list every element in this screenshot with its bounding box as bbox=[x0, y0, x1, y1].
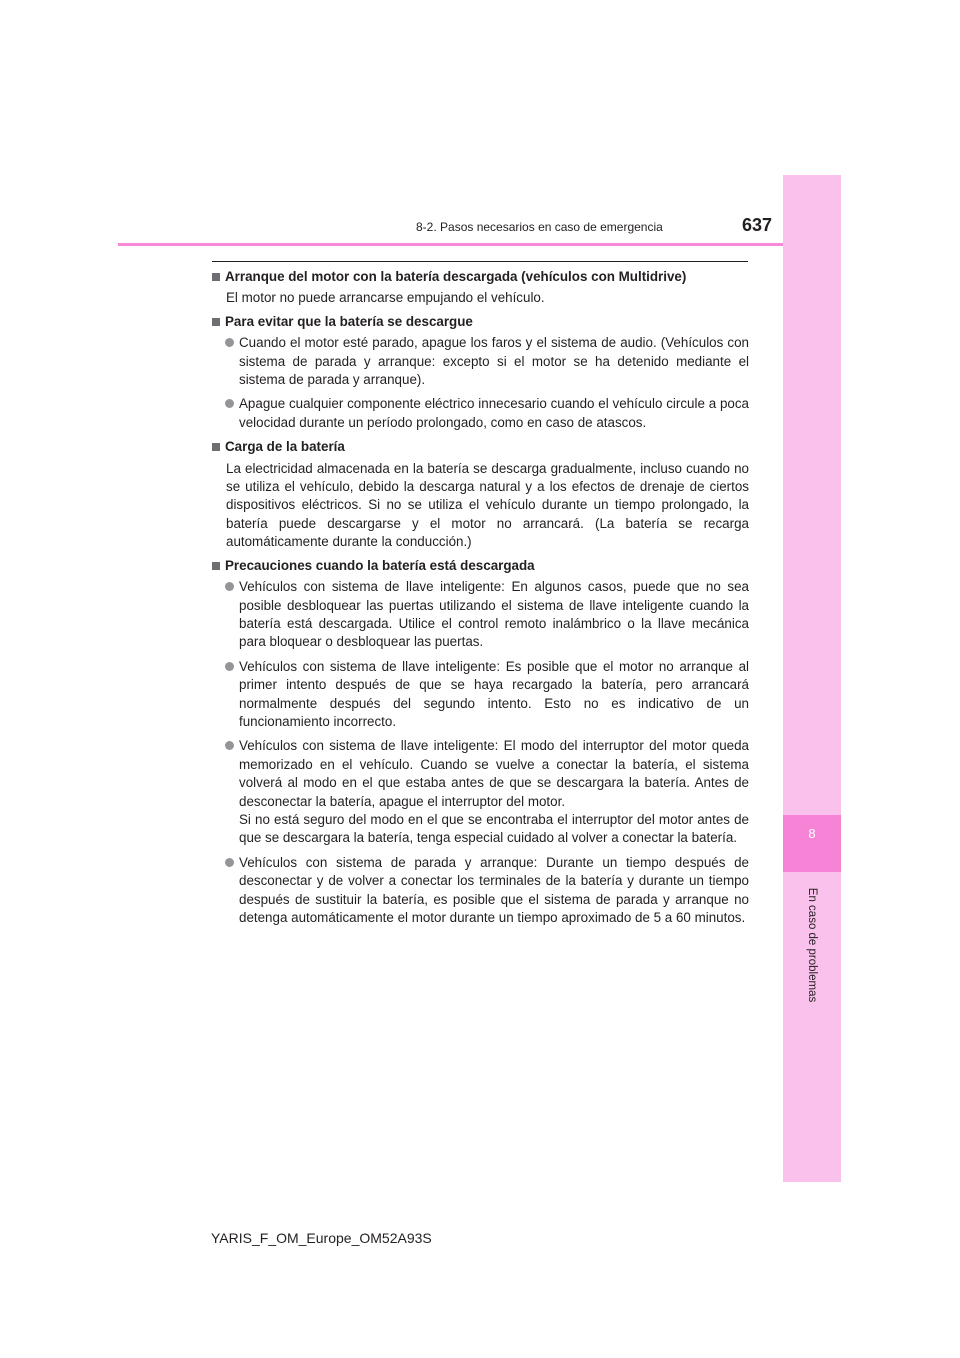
list-item-text: Vehículos con sistema de parada y arranque: Durante un tiempo después de desconectar y de volver a conectar los terminales de la batería y durante un tiempo después de sustituir la batería, es posible que el sistema de parada y arranque no detenga automáticamente el motor durante un tiempo aproximado de 5 a 60 minutos. bbox=[239, 854, 749, 925]
list-item-text: Apague cualquier componente eléctrico innecesario cuando el vehículo circule a poca velocidad durante un período prolongado, como en caso de atascos. bbox=[239, 396, 749, 430]
section-heading bbox=[211, 313, 749, 331]
circle-bullet-icon bbox=[225, 662, 234, 671]
square-bullet-icon bbox=[212, 562, 220, 570]
section-block bbox=[211, 268, 749, 308]
list-item-text: Cuando el motor esté parado, apague los faros y el sistema de audio. (Vehículos con sistema de parada y arranque: excepto si el motor se ha detenido mediante el sistema de parada y arranque). bbox=[239, 335, 749, 388]
list-item bbox=[211, 395, 749, 432]
section-block bbox=[211, 557, 749, 928]
square-bullet-icon bbox=[212, 273, 220, 281]
square-bullet-icon bbox=[212, 443, 220, 451]
circle-bullet-icon bbox=[225, 338, 234, 347]
section-heading-text: Para evitar que la batería se descargue bbox=[225, 313, 473, 329]
section-paragraph: El motor no puede arrancarse empujando el vehículo. bbox=[226, 290, 545, 306]
section-heading bbox=[211, 268, 749, 286]
circle-bullet-icon bbox=[225, 858, 234, 867]
circle-bullet-icon bbox=[225, 582, 234, 591]
section-title: 8-2. Pasos necesarios en caso de emergencia bbox=[416, 220, 663, 234]
list-item bbox=[211, 658, 749, 732]
list-item bbox=[211, 737, 749, 847]
section-heading bbox=[211, 557, 749, 575]
page-content bbox=[211, 268, 749, 933]
section-heading bbox=[211, 438, 749, 456]
list-item bbox=[211, 334, 749, 389]
section-heading-text: Arranque del motor con la batería descargada (vehículos con Multidrive) bbox=[225, 269, 687, 284]
chapter-tab-active bbox=[783, 815, 841, 872]
chapter-title: En caso de problemas bbox=[806, 887, 818, 1003]
content-rule bbox=[212, 261, 748, 262]
section-heading-text: Carga de la batería bbox=[225, 439, 345, 455]
chapter-side-tab bbox=[783, 175, 841, 1182]
list-item-text: Vehículos con sistema de llave inteligente: El modo del interruptor del motor queda memorizado en el vehículo. Cuando se vuelve a conectar la batería, el sistema volverá al modo en el que estaba antes de que se descargara la batería. Antes de desconectar la batería, apague el interruptor del motor. Si no está seguro del modo en el que se encontraba el interruptor del motor antes de que se descargara la batería, tenga especial cuidado al volver a conectar la batería. bbox=[239, 738, 749, 846]
section-block bbox=[211, 313, 749, 432]
page-number: 637 bbox=[742, 215, 773, 235]
list-item bbox=[211, 854, 749, 928]
chapter-number: 8 bbox=[808, 826, 816, 841]
chapter-title-wrap bbox=[780, 870, 844, 1020]
list-item bbox=[211, 578, 749, 652]
section-heading-text: Precauciones cuando la batería está descargada bbox=[225, 557, 535, 573]
section-paragraph: La electricidad almacenada en la batería se descarga gradualmente, incluso cuando no se utiliza el vehículo, debido la descarga natural y a los efectos de drenaje de ciertos dispositivos eléctricos. Si no se utiliza el vehículo durante un tiempo prolongado, la batería puede descargarse y el motor no arrancará. (La batería se recarga automáticamente durante la conducción.) bbox=[226, 460, 749, 550]
circle-bullet-icon bbox=[225, 741, 234, 750]
list-item-text: Vehículos con sistema de llave inteligente: En algunos casos, puede que no sea posible desbloquear las puertas utilizando el sistema de llave inteligente cuando la batería está descargada. Utilice el control remoto inalámbrico o la llave mecánica para bloquear o desbloquear las puertas. bbox=[239, 579, 749, 650]
list-item-text: Vehículos con sistema de llave inteligente: Es posible que el motor no arranque al primer intento después de que se haya recargado la batería, pero arrancará normalmente después del segundo intento. Esto no es indicativo de un funcionamiento incorrecto. bbox=[239, 658, 749, 729]
document-id: YARIS_F_OM_Europe_OM52A93S bbox=[211, 1230, 432, 1246]
section-block bbox=[211, 438, 749, 551]
circle-bullet-icon bbox=[225, 399, 234, 408]
header-rule bbox=[118, 243, 783, 246]
square-bullet-icon bbox=[212, 318, 220, 326]
